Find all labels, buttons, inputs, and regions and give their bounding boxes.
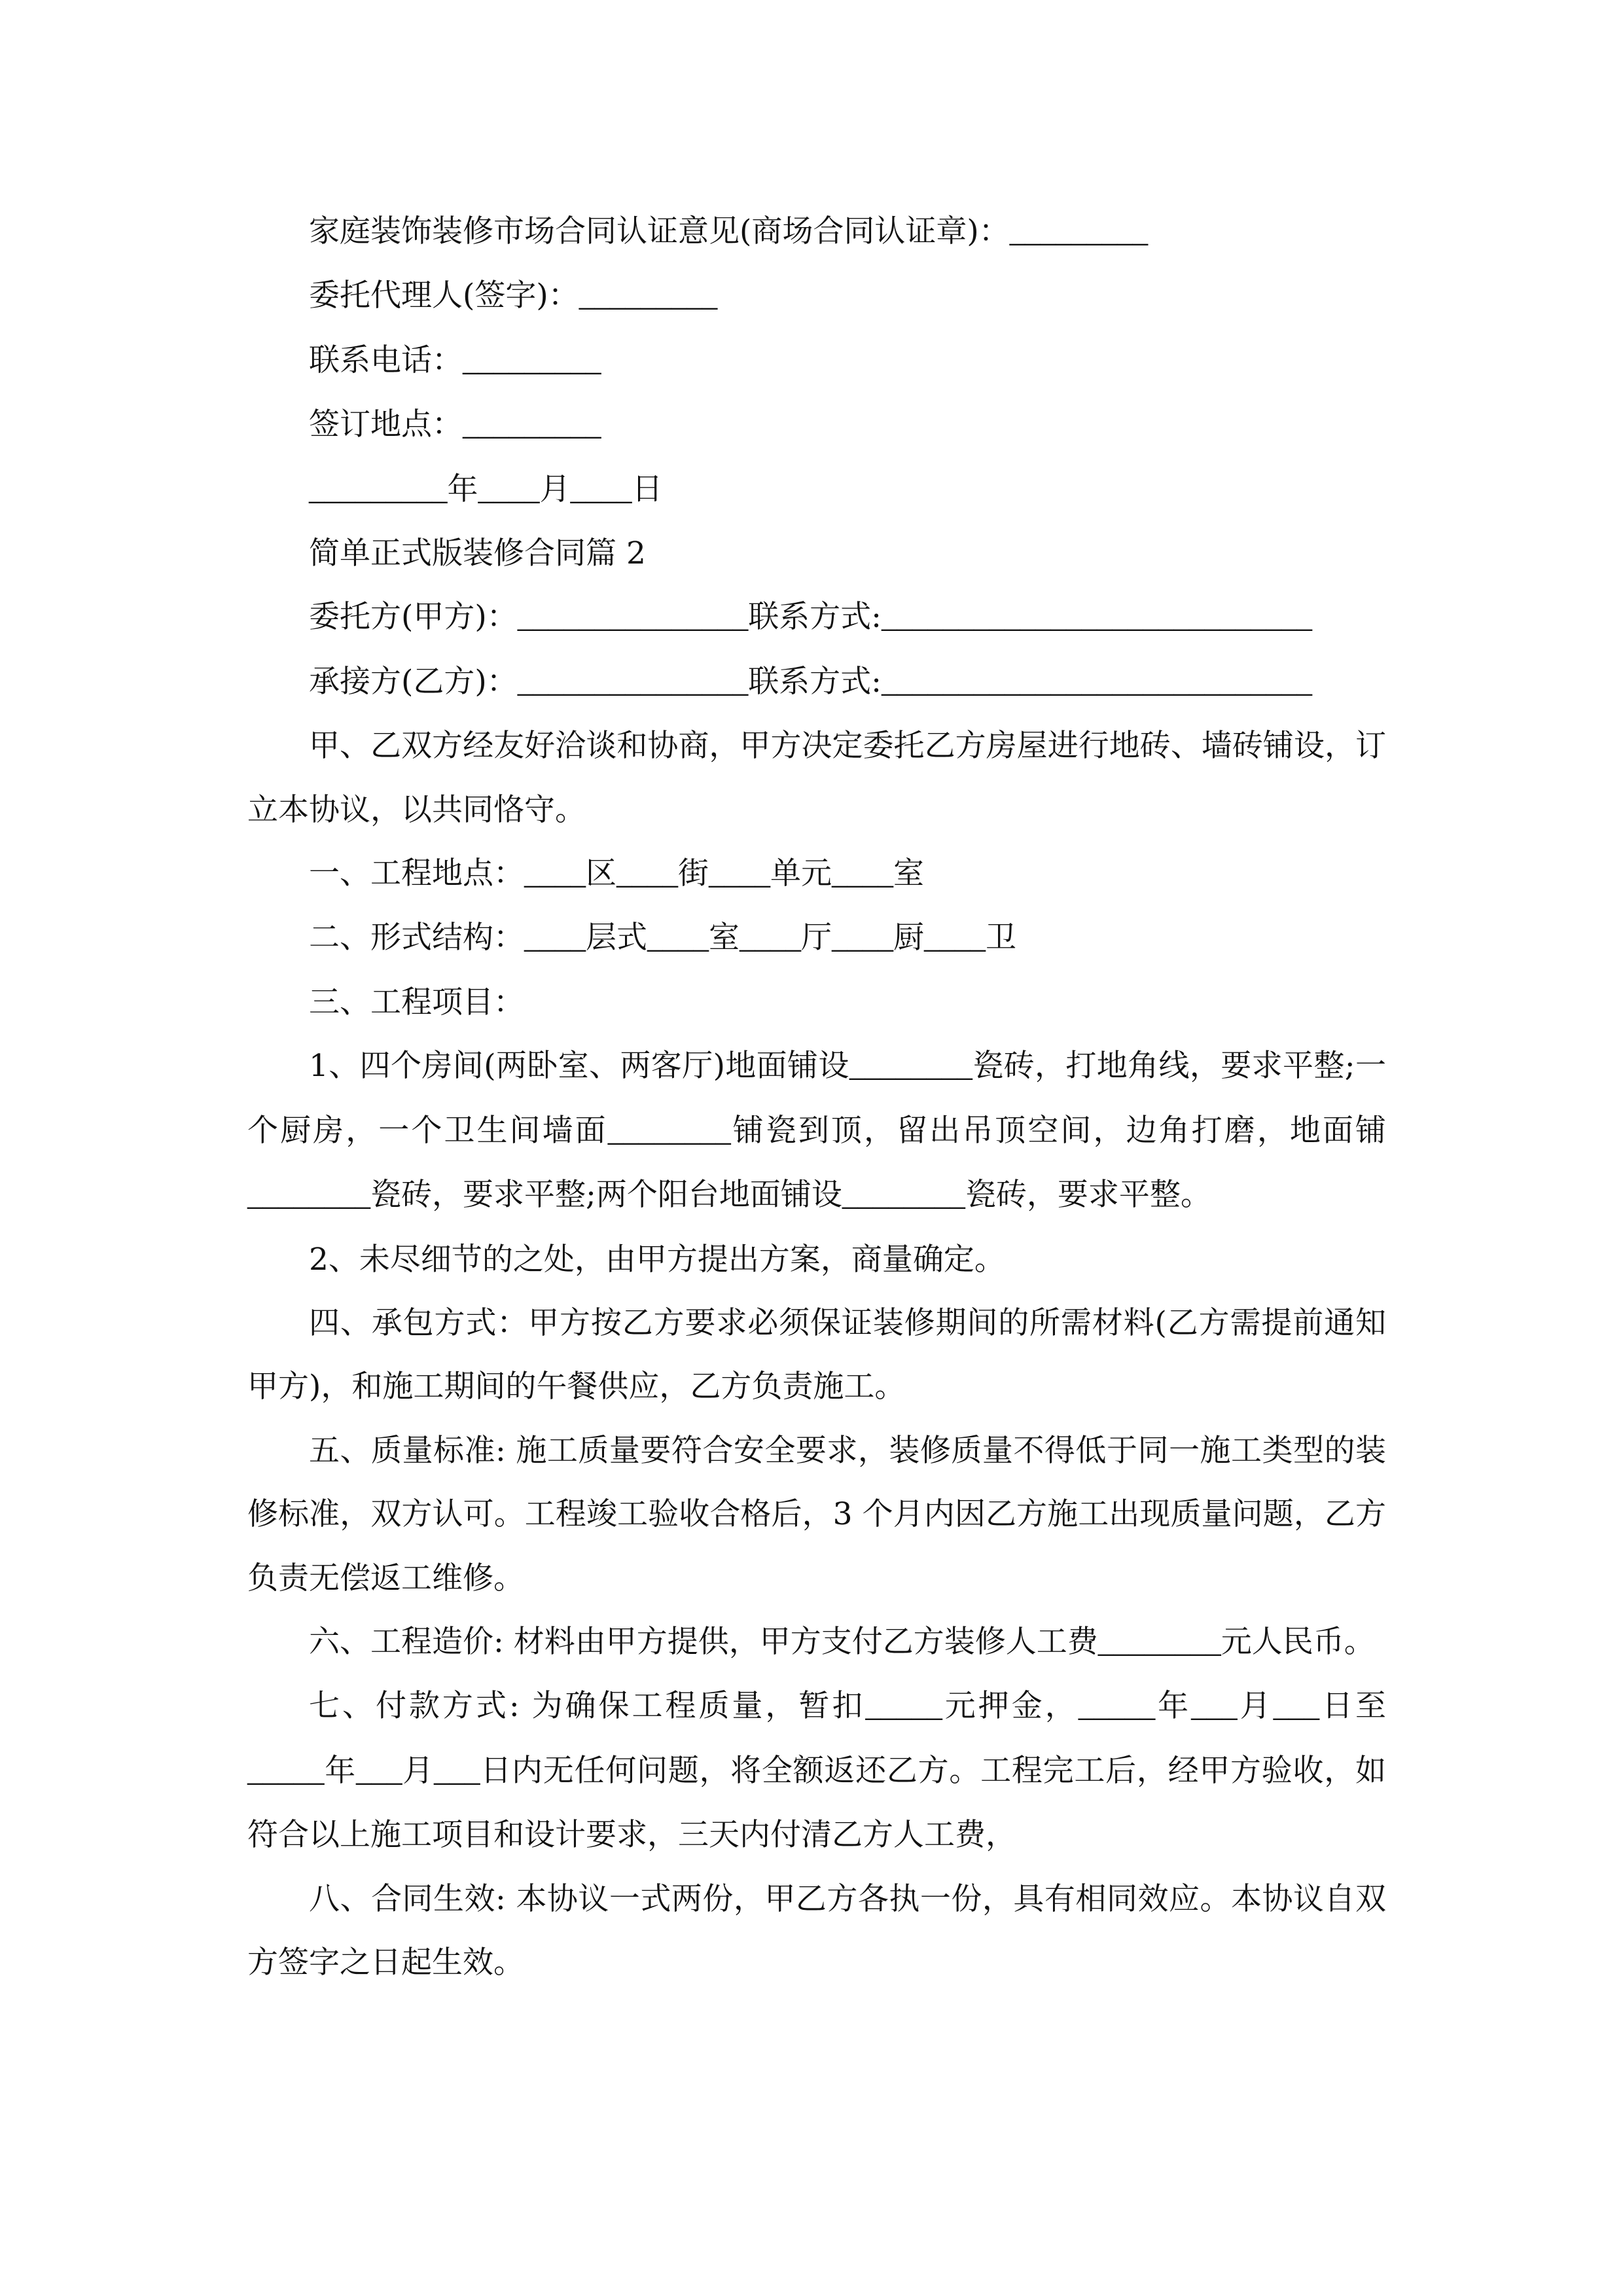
paragraph-text: 八、合同生效: 本协议一式两份，甲乙方各执一份，具有相同效应。本协议自双方签字之日起生效。 (247, 1880, 1386, 1981)
paragraph-text: 元人民币。 (1221, 1623, 1375, 1660)
paragraph-text: 瓷砖，要求平整;两个阳台地面铺设 (370, 1177, 842, 1213)
fill-in-blank: ____ (924, 921, 986, 956)
paragraph-text: 铺瓷到顶，留出吊顶空间，边角打磨，地面铺 (730, 1112, 1387, 1149)
paragraph (247, 1610, 1386, 1674)
paragraph-text: 月 (539, 471, 571, 507)
paragraph-text: 年 (324, 1752, 356, 1789)
fill-in-blank: _____ (865, 1689, 942, 1724)
paragraph-text: 厅 (801, 920, 832, 956)
fill-in-blank: ________ (247, 1178, 370, 1213)
paragraph-text: 委托方(甲方)： (309, 599, 518, 636)
fill-in-blank: ____________________________ (882, 664, 1313, 699)
paragraph-text: 六、工程造价: 材料由甲方提供，甲方支付乙方装修人工费 (309, 1623, 1098, 1660)
fill-in-blank: ____ (832, 921, 893, 956)
paragraph-text: 家庭装饰装修市场合同认证意见(商场合同认证章)： (309, 213, 1010, 249)
paragraph (247, 1034, 1386, 1227)
paragraph-text: 瓷砖，打地角线，要求平整;一个厨房，一个卫生间墙面 (247, 1048, 1386, 1149)
paragraph-text: 签订地点： (309, 406, 463, 443)
paragraph-text: 街 (678, 855, 709, 892)
fill-in-blank: ________ (849, 1049, 972, 1084)
fill-in-blank: _______________ (517, 600, 749, 635)
paragraph-text: 元押金， (942, 1688, 1079, 1725)
paragraph (247, 906, 1386, 970)
paragraph-text: 月 (1237, 1688, 1274, 1725)
paragraph-text: 年 (447, 471, 478, 507)
fill-in-blank: _________ (309, 472, 448, 507)
paragraph-text: 年 (1155, 1688, 1192, 1725)
paragraph-text: 承接方(乙方)： (309, 663, 518, 700)
fill-in-blank: ____ (709, 857, 770, 891)
paragraph-text: 室 (709, 920, 740, 956)
paragraph (247, 393, 1386, 457)
fill-in-blank: ________ (1097, 1624, 1221, 1659)
paragraph-text: 瓷砖，要求平整。 (965, 1177, 1211, 1213)
paragraph (247, 1674, 1386, 1867)
paragraph (247, 264, 1386, 328)
paragraph-text: 卫 (986, 920, 1016, 956)
fill-in-blank: _____ (247, 1753, 325, 1788)
fill-in-blank: ____ (740, 921, 801, 956)
paragraph-text: 七、付款方式: 为确保工程质量，暂扣 (309, 1688, 866, 1725)
fill-in-blank: ____ (524, 857, 586, 891)
fill-in-blank: _________ (463, 408, 601, 442)
fill-in-blank: ____________________________ (882, 600, 1313, 635)
fill-in-blank: _____ (1078, 1689, 1156, 1724)
fill-in-blank: ________ (842, 1178, 965, 1213)
paragraph (247, 457, 1386, 522)
paragraph-text: 区 (586, 855, 616, 892)
fill-in-blank: ________ (607, 1113, 731, 1148)
paragraph-text: 厨 (893, 920, 924, 956)
paragraph (247, 714, 1386, 842)
fill-in-blank: ___ (434, 1753, 480, 1788)
fill-in-blank: ____ (832, 857, 893, 891)
paragraph-text: 简单正式版装修合同篇 2 (309, 535, 646, 572)
paragraph-text: 1、四个房间(两卧室、两客厅)地面铺设 (309, 1048, 849, 1085)
paragraph-text: 2、未尽细节的之处，由甲方提出方案，商量确定。 (309, 1241, 1005, 1278)
paragraph-text: 联系方式: (748, 599, 882, 636)
paragraph (247, 585, 1386, 649)
paragraph-text: 室 (893, 855, 924, 892)
fill-in-blank: _________ (579, 279, 718, 314)
fill-in-blank: ___ (356, 1753, 402, 1788)
paragraph (247, 522, 1386, 585)
fill-in-blank: ____ (647, 921, 709, 956)
paragraph-text: 单元 (770, 855, 832, 892)
fill-in-blank: _________ (1009, 215, 1149, 249)
paragraph-text: 联系方式: (748, 663, 882, 700)
paragraph-text: 日至 (1319, 1688, 1387, 1725)
paragraph-text: 日 (632, 471, 663, 507)
paragraph-text: 一、工程地点： (309, 855, 524, 892)
fill-in-blank: ___ (1191, 1689, 1238, 1724)
paragraph-text: 委托代理人(签字)： (309, 278, 579, 314)
paragraph-text: 五、质量标准: 施工质量要符合安全要求，装修质量不得低于同一施工类型的装修标准，双方认可。工程竣工验收合格后，3 个月内因乙方施工出现质量问题，乙方负责无偿返工维修。 (247, 1432, 1386, 1596)
fill-in-blank: ___ (1273, 1689, 1320, 1724)
paragraph (247, 1291, 1386, 1419)
fill-in-blank: ____ (524, 921, 586, 956)
paragraph (247, 650, 1386, 714)
paragraph (247, 1228, 1386, 1291)
document-body (247, 200, 1386, 1994)
paragraph-text: 层式 (586, 920, 647, 956)
paragraph-text: 月 (402, 1752, 434, 1789)
paragraph-text: 日内无任何问题，将全额返还乙方。工程完工后，经甲方验收，如符合以上施工项目和设计要求，三天内付清乙方人工费， (247, 1752, 1387, 1854)
fill-in-blank: _________ (463, 343, 601, 378)
paragraph-text: 甲、乙双方经友好洽谈和协商，甲方决定委托乙方房屋进行地砖、墙砖铺设，订立本协议，以共同恪守。 (247, 728, 1386, 828)
fill-in-blank: ____ (478, 472, 540, 507)
paragraph-text: 二、形式结构： (309, 920, 524, 956)
fill-in-blank: ____ (570, 472, 632, 507)
paragraph (247, 329, 1386, 393)
fill-in-blank: _______________ (517, 664, 749, 699)
paragraph-text: 联系电话： (309, 342, 463, 378)
paragraph (247, 1419, 1386, 1610)
paragraph (247, 842, 1386, 906)
paragraph (247, 200, 1386, 264)
paragraph-text: 四、承包方式：甲方按乙方要求必须保证装修期间的所需材料(乙方需提前通知甲方)，和施工期间的午餐供应，乙方负责施工。 (247, 1304, 1386, 1405)
paragraph-text: 三、工程项目： (309, 984, 524, 1020)
fill-in-blank: ____ (616, 857, 678, 891)
paragraph (247, 971, 1386, 1034)
paragraph (247, 1867, 1386, 1995)
